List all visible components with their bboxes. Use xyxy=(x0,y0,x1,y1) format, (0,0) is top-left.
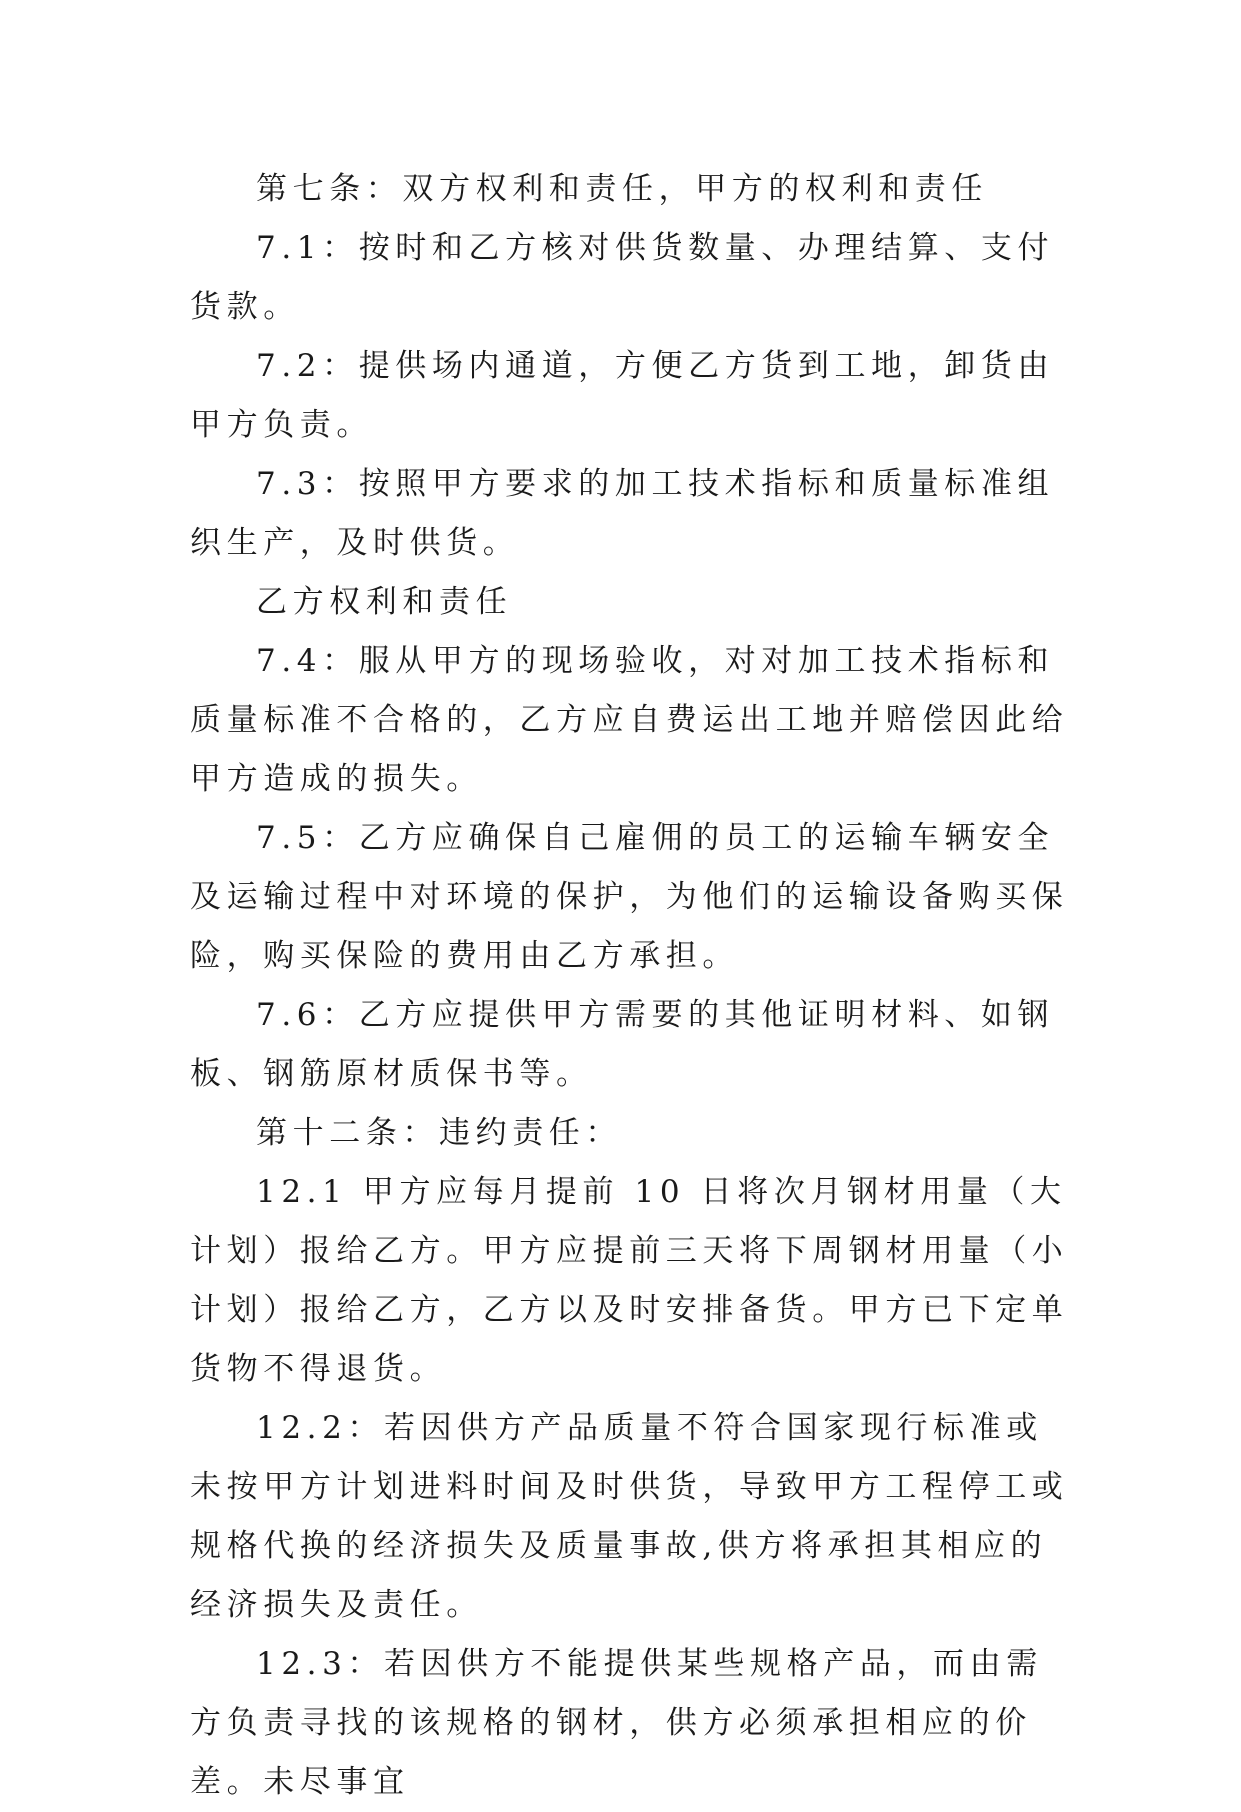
article-12-heading: 第十二条：违约责任： xyxy=(256,1115,622,1151)
article-7-heading: 第七条：双方权利和责任，甲方的权利和责任 xyxy=(256,171,988,207)
clause-7-6: 7.6：乙方应提供甲方需要的其他证明材料、如钢板、钢筋原材质保书等。 xyxy=(190,997,1055,1092)
clause-7-4: 7.4：服从甲方的现场验收，对对加工技术指标和质量标准不合格的，乙方应自费运出工地并赔偿因此给甲方造成的损失。 xyxy=(190,643,1069,797)
clause-7-2: 7.2：提供场内通道，方便乙方货到工地，卸货由甲方负责。 xyxy=(190,348,1055,443)
clause-7-3: 7.3：按照甲方要求的加工技术指标和质量标准组织生产，及时供货。 xyxy=(190,466,1055,561)
party-b-rights-heading: 乙方权利和责任 xyxy=(256,584,513,620)
clause-7-5: 7.5：乙方应确保自己雇佣的员工的运输车辆安全及运输过程中对环境的保护，为他们的运输设备购买保险，购买保险的费用由乙方承担。 xyxy=(190,820,1069,974)
clause-7-1: 7.1：按时和乙方核对供货数量、办理结算、支付货款。 xyxy=(190,230,1055,325)
document-page xyxy=(190,160,1070,1812)
clause-12-1: 12.1 甲方应每月提前 10 日将次月钢材用量（大计划）报给乙方。甲方应提前三天将下周钢材用量（小计划）报给乙方，乙方以及时安排备货。甲方已下定单货物不得退货。 xyxy=(190,1174,1069,1387)
clause-12-3: 12.3：若因供方不能提供某些规格产品，而由需方负责寻找的该规格的钢材，供方必须承担相应的价差。未尽事宜 xyxy=(190,1646,1043,1800)
clause-12-2: 12.2：若因供方产品质量不符合国家现行标准或未按甲方计划进料时间及时供货，导致甲方工程停工或规格代换的经济损失及质量事故,供方将承担其相应的经济损失及责任。 xyxy=(190,1410,1069,1623)
